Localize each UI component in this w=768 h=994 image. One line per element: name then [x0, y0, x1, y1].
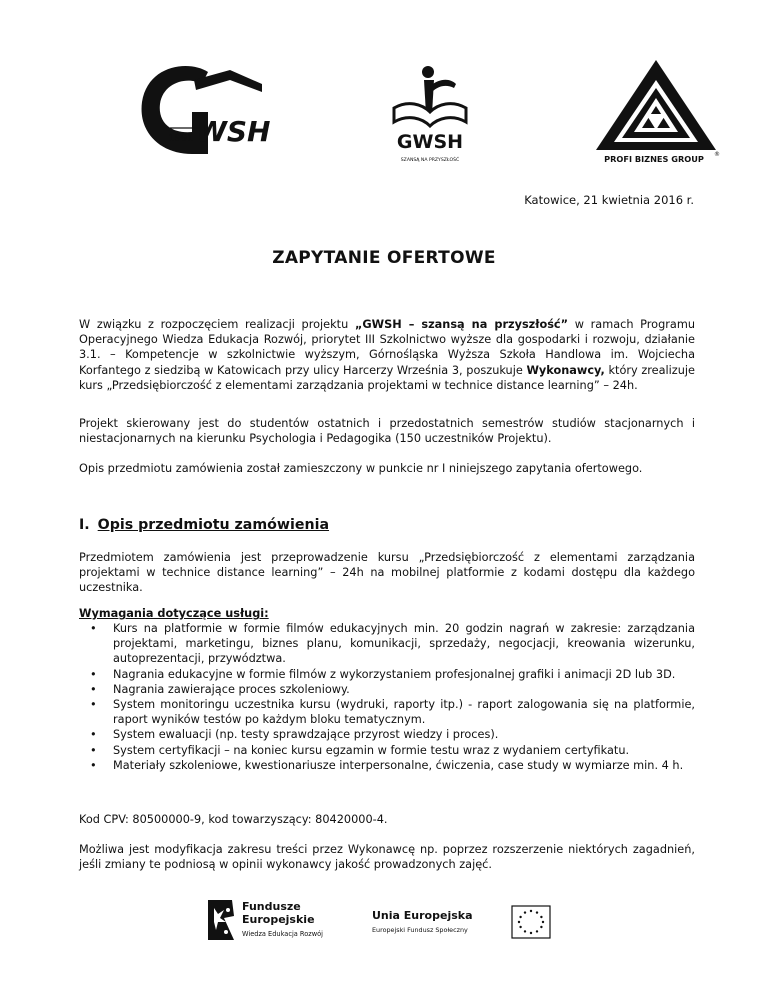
- unia-europejska-logo: [372, 904, 552, 944]
- bullet-icon: •: [90, 622, 97, 635]
- section-number: I.: [79, 517, 90, 533]
- intro-paragraph: [79, 317, 695, 393]
- logo-year: 1991: [168, 133, 194, 144]
- list-item-text: System ewaluacji (np. testy sprawdzające przyrost wiedzy i proces).: [113, 728, 499, 742]
- project-name: „GWSH – szansą na przyszłość”: [354, 318, 569, 331]
- description-paragraph: Opis przedmiotu zamówienia został zamieszczony w punkcie nr I niniejszego zapytania ofertowego.: [79, 462, 643, 475]
- ue-line2: Europejski Fundusz Społeczny: [372, 926, 468, 934]
- section-title: Opis przedmiotu zamówienia: [97, 517, 330, 533]
- list-item-text: Nagrania edukacyjne w formie filmów z wykorzystaniem profesjonalnej grafiki i animacji 2D lub 3D.: [113, 667, 676, 681]
- list-item: [79, 697, 695, 727]
- target-paragraph: Projekt skierowany jest do studentów ostatnich i przedostatnich semestrów studiów stacjonarnych i niestacjonarnych na kierunku Psychologia i Pedagogika (150 uczestników Projektu).: [79, 417, 695, 446]
- list-item-text: Nagrania zawierające proces szkoleniowy.: [113, 682, 350, 696]
- section-heading: [79, 517, 329, 533]
- list-item-text: System monitoringu uczestnika kursu (wydruki, raporty itp.) - raport zalogowania się na platformie, raport wyników testów po każdym bloku tematycznym.: [113, 698, 695, 727]
- logo-text: PROFI BIZNES GROUP: [604, 154, 704, 164]
- fundusze-europejskie-logo: [204, 896, 344, 944]
- intro-part3: który zrealizuje kurs „Przedsiębiorczość z elementami zarządzania projektami w technice distance learning” – 24h.: [79, 363, 695, 392]
- ue-line1: Unia Europejska: [372, 909, 473, 922]
- modification-paragraph: Możliwa jest modyfikacja zakresu treści przez Wykonawcę np. poprzez rozszerzenie niektórych zagadnień, jeśli zmiany te podniosą w opinii wykonawcy jakość prowadzonych zajęć.: [79, 843, 695, 872]
- intro-part1: W związku z rozpoczęciem realizacji projektu: [79, 318, 355, 331]
- requirements-heading: Wymagania dotyczące usługi:: [79, 607, 269, 620]
- contractor-label: Wykonawcy,: [526, 363, 605, 377]
- logo-text: GWSH: [396, 131, 464, 153]
- bullet-icon: •: [90, 698, 97, 712]
- logo-text: WSH: [196, 115, 271, 148]
- page-title: ZAPYTANIE OFERTOWE: [272, 248, 496, 268]
- profi-biznes-group-logo: [590, 58, 722, 168]
- list-item-text: System certyfikacji – na koniec kursu egzamin w formie testu wraz z wydaniem certyfikatu.: [113, 743, 630, 757]
- list-item: [79, 667, 695, 682]
- fe-line3: Wiedza Edukacja Rozwój: [242, 930, 323, 938]
- list-item-text: Kurs na platformie w formie filmów edukacyjnych min. 20 godzin nagrań w zakresie: zarządzania projektami, marketingu, biznes planu, komunikacji, sprzedaży, negocjacji, kreowania wizerunku, autoprezentacji, przywództwa.: [113, 622, 695, 666]
- list-item: [79, 682, 695, 697]
- fe-line1: Fundusze: [242, 900, 301, 913]
- list-item: [79, 727, 695, 742]
- bullet-icon: •: [90, 682, 97, 696]
- bullet-icon: •: [90, 667, 97, 681]
- list-item: [79, 743, 695, 758]
- document-date: Katowice, 21 kwietnia 2016 r.: [524, 193, 694, 207]
- fe-line2: Europejskie: [242, 913, 315, 926]
- list-item: [79, 621, 695, 667]
- bullet-icon: •: [90, 743, 97, 757]
- subject-paragraph: Przedmiotem zamówienia jest przeprowadzenie kursu „Przedsiębiorczość z elementami zarządzania projektami w technice distance learning” – 24h na mobilnej platformie z kodami dostępu dla każdego uczestnika.: [79, 551, 695, 595]
- requirements-list: [79, 621, 695, 773]
- cpv-code: Kod CPV: 80500000-9, kod towarzyszący: 80420000-4.: [79, 813, 388, 826]
- bullet-icon: •: [90, 758, 97, 772]
- list-item: [79, 758, 695, 773]
- logo-registered-mark: ®: [714, 151, 720, 158]
- list-item-text: Materiały szkoleniowe, kwestionariusze interpersonalne, ćwiczenia, case study w wymiarze min. 4 h.: [113, 758, 684, 772]
- intro-part2: w ramach Programu Operacyjnego Wiedza Edukacja Rozwój, priorytet III Szkolnictwo wyższe dla gospodarki i rozwoju, działanie 3.1. – Kompetencje w szkolnictwie wyższym, Górnośląska Wyższa Szkoła Handlowa im. Wojciecha Korfantego z siedzibą w Katowicach przy ulicy Harcerzy Września 3, poszukuje: [79, 318, 695, 377]
- logo-tagline: SZANSĄ NA PRZYSZŁOŚĆ: [400, 158, 460, 163]
- gwsh-szansa-logo: [384, 64, 476, 172]
- bullet-icon: •: [90, 728, 97, 742]
- gwsh-1991-logo: [130, 62, 282, 162]
